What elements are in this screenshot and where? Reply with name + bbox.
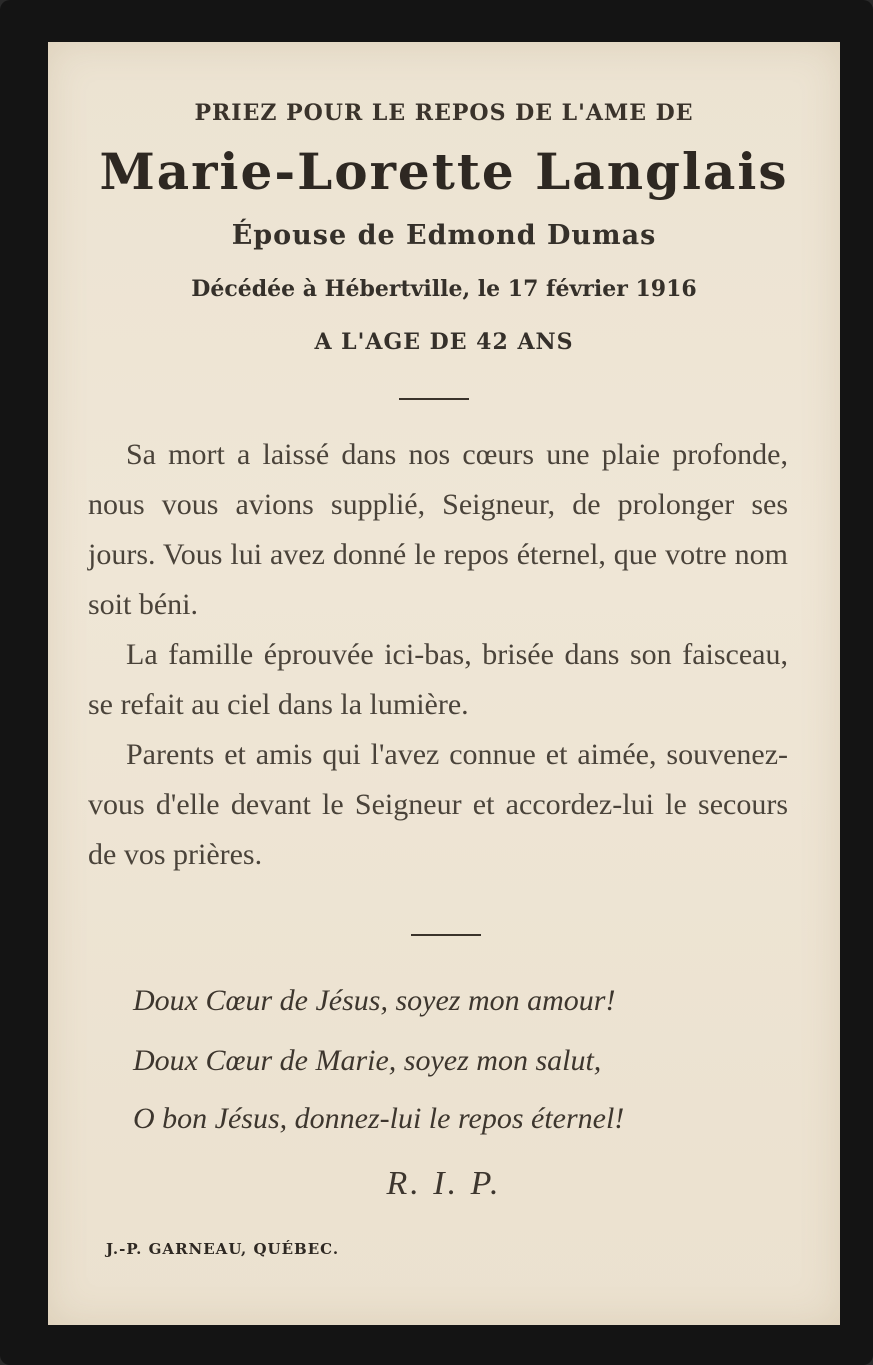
- death-line: Décédée à Hébertville, le 17 février 1916: [191, 276, 697, 302]
- rip-text: R. I. P.: [386, 1165, 502, 1202]
- printer-imprint: J.-P. GARNEAU, QUÉBEC.: [106, 1240, 340, 1258]
- card-paper: [48, 42, 840, 1325]
- memorial-text: [88, 430, 788, 880]
- prayer-line-1: Doux Cœur de Jésus, soyez mon amour!: [133, 984, 616, 1017]
- age-line: A L'AGE DE 42 ANS: [314, 329, 574, 355]
- prayer-line-2: Doux Cœur de Marie, soyez mon salut,: [133, 1044, 602, 1077]
- paragraph-3: Parents et amis qui l'avez connue et aimée, souvenez-vous d'elle devant le Seigneur et accordez-lui le secours de vos prières.: [88, 738, 788, 871]
- divider-top: [399, 398, 469, 400]
- deceased-name: Marie-Lorette Langlais: [99, 142, 789, 201]
- spouse-line: Épouse de Edmond Dumas: [231, 220, 657, 251]
- divider-bottom: [411, 934, 481, 936]
- paragraph-1: Sa mort a laissé dans nos cœurs une plaie profonde, nous vous avions supplié, Seigneur, de prolonger ses jours. Vous lui avez donné le repos éternel, que votre nom soit béni.: [88, 438, 788, 621]
- prayer-line-3: O bon Jésus, donnez-lui le repos éternel!: [133, 1102, 625, 1135]
- prayer-heading: PRIEZ POUR LE REPOS DE L'AME DE: [194, 100, 694, 126]
- paragraph-2: La famille éprouvée ici-bas, brisée dans son faisceau, se refait au ciel dans la lumière.: [88, 638, 788, 721]
